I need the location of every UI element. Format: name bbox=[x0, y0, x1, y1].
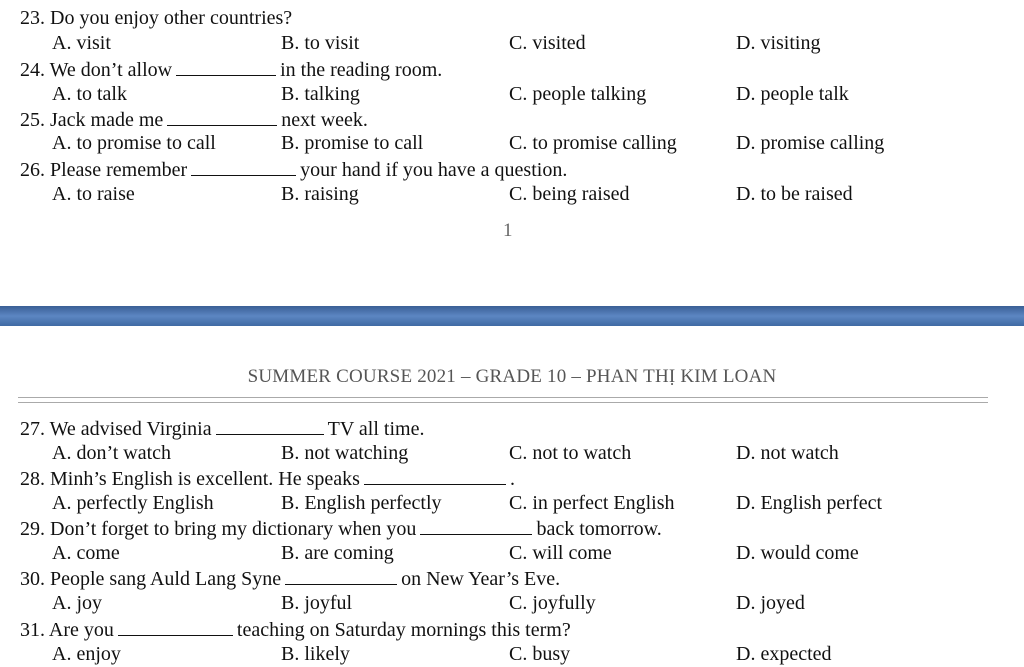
answer-blank bbox=[285, 566, 397, 585]
question-text-after: on New Year’s Eve. bbox=[401, 568, 561, 590]
option-30b: B. joyful bbox=[281, 592, 353, 614]
header-rule bbox=[18, 397, 988, 403]
answer-blank bbox=[364, 466, 506, 485]
question-text-after: . bbox=[509, 468, 515, 490]
question-text-after: your hand if you have a question. bbox=[300, 159, 568, 181]
option-31c: C. busy bbox=[509, 643, 571, 665]
answer-blank bbox=[191, 157, 296, 176]
page-header-title: SUMMER COURSE 2021 – GRADE 10 – PHAN THỊ KIM LOAN bbox=[247, 366, 777, 387]
page-break-divider bbox=[0, 306, 1024, 326]
option-30c: C. joyfully bbox=[509, 592, 596, 614]
option-31a: A. enjoy bbox=[52, 643, 121, 665]
option-24c: C. people talking bbox=[509, 83, 647, 105]
option-26c: C. being raised bbox=[509, 183, 630, 205]
option-25d: D. promise calling bbox=[736, 132, 885, 154]
question-text-after: teaching on Saturday mornings this term? bbox=[236, 619, 571, 641]
question-text-before: 25. Jack made me bbox=[20, 109, 164, 131]
option-27a: A. don’t watch bbox=[52, 442, 172, 464]
option-28d: D. English perfect bbox=[736, 492, 883, 514]
question-25 bbox=[20, 107, 368, 132]
option-23d: D. visiting bbox=[736, 32, 821, 54]
option-30d: D. joyed bbox=[736, 592, 805, 614]
option-24b: B. talking bbox=[281, 83, 360, 105]
option-24a: A. to talk bbox=[52, 83, 127, 105]
option-23b: B. to visit bbox=[281, 32, 360, 54]
option-25a: A. to promise to call bbox=[52, 132, 216, 154]
question-text-after: in the reading room. bbox=[280, 59, 443, 81]
option-27d: D. not watch bbox=[736, 442, 839, 464]
question-text-before: 30. People sang Auld Lang Syne bbox=[20, 568, 282, 590]
question-text-before: 26. Please remember bbox=[20, 159, 188, 181]
option-29c: C. will come bbox=[509, 542, 612, 564]
question-26 bbox=[20, 157, 567, 182]
option-25b: B. promise to call bbox=[281, 132, 424, 154]
question-30 bbox=[20, 566, 560, 591]
question-text-before: 29. Don’t forget to bring my dictionary when you bbox=[20, 518, 417, 540]
question-text-before: 24. We don’t allow bbox=[20, 59, 173, 81]
option-31d: D. expected bbox=[736, 643, 832, 665]
question-28 bbox=[20, 466, 515, 491]
option-29d: D. would come bbox=[736, 542, 859, 564]
question-text-after: TV all time. bbox=[327, 418, 425, 440]
option-27b: B. not watching bbox=[281, 442, 409, 464]
answer-blank bbox=[216, 416, 324, 435]
document-page-top bbox=[0, 0, 1024, 306]
option-26a: A. to raise bbox=[52, 183, 135, 205]
page-number: 1 bbox=[503, 220, 513, 241]
option-28c: C. in perfect English bbox=[509, 492, 675, 514]
question-24 bbox=[20, 57, 442, 82]
answer-blank bbox=[118, 617, 233, 636]
option-23a: A. visit bbox=[52, 32, 111, 54]
option-25c: C. to promise calling bbox=[509, 132, 677, 154]
option-27c: C. not to watch bbox=[509, 442, 632, 464]
question-31 bbox=[20, 617, 571, 642]
question-text-before: 28. Minh’s English is excellent. He speaks bbox=[20, 468, 360, 490]
question-text-before: 31. Are you bbox=[20, 619, 114, 641]
question-text-after: next week. bbox=[281, 109, 368, 131]
option-26d: D. to be raised bbox=[736, 183, 853, 205]
option-26b: B. raising bbox=[281, 183, 359, 205]
option-31b: B. likely bbox=[281, 643, 350, 665]
answer-blank bbox=[176, 57, 276, 76]
option-28a: A. perfectly English bbox=[52, 492, 214, 514]
option-23c: C. visited bbox=[509, 32, 586, 54]
question-23 bbox=[20, 6, 292, 30]
option-28b: B. English perfectly bbox=[281, 492, 442, 514]
option-29b: B. are coming bbox=[281, 542, 394, 564]
option-24d: D. people talk bbox=[736, 83, 849, 105]
question-text: 23. Do you enjoy other countries? bbox=[20, 7, 293, 29]
option-30a: A. joy bbox=[52, 592, 102, 614]
answer-blank bbox=[420, 516, 532, 535]
option-29a: A. come bbox=[52, 542, 120, 564]
question-29 bbox=[20, 516, 662, 541]
question-text-before: 27. We advised Virginia bbox=[20, 418, 212, 440]
question-27 bbox=[20, 416, 424, 441]
answer-blank bbox=[167, 107, 277, 126]
question-text-after: back tomorrow. bbox=[536, 518, 662, 540]
